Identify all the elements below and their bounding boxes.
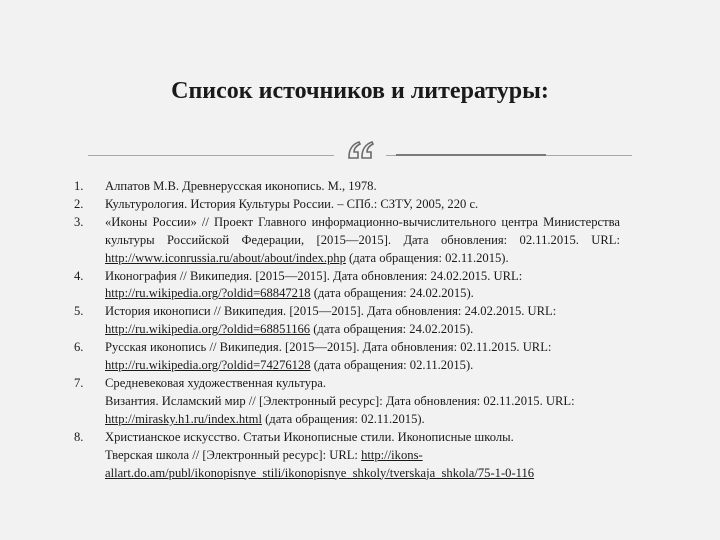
reference-text: Алпатов М.В. Древнерусская иконопись. М., 1978.: [105, 179, 377, 193]
reference-link[interactable]: http://ikons-allart.do.am/publ/ikonopisnye_stili/ikonopisnye_shkoly/tverskaja_shkola/75-1-0-116: [105, 447, 535, 480]
list-item: [74, 339, 620, 375]
reference-text: Средневековая художественная культура.: [105, 375, 327, 390]
reference-access-date: (дата обращения: 02.11.2015).: [345, 250, 509, 265]
reference-access-date: (дата обращения: 02.11.2015).: [261, 411, 425, 426]
reference-text: «Иконы России» // Проект Главного информационно-вычислительного центра Министерства культуры Российской Федерации, [2015—2015]. Дата обновления: 02.11.2015. URL:: [105, 214, 620, 247]
reference-text: Русская иконопись // Википедия. [2015—2015]. Дата обновления: 02.11.2015. URL:: [105, 340, 552, 355]
item-number: 6.: [74, 340, 84, 355]
reference-access-date: (дата обращения: 24.02.2015).: [310, 286, 474, 301]
list-item: [74, 196, 620, 214]
reference-text: Христианское искусство. Статьи Иконописные стили. Иконописные школы.: [105, 429, 514, 444]
item-number: 3.: [74, 214, 84, 229]
page-title: Список источников и литературы:: [171, 78, 549, 104]
item-number: 5.: [74, 304, 84, 319]
list-item: [74, 268, 620, 304]
list-item: [74, 429, 620, 483]
item-number: 7.: [74, 375, 84, 390]
item-number: 4.: [74, 268, 84, 283]
reference-link[interactable]: http://www.iconrussia.ru/about/about/index.php: [105, 250, 346, 265]
item-number: 2.: [74, 196, 84, 211]
item-number: 8.: [74, 429, 84, 444]
divider-line-left: [88, 155, 334, 156]
list-item: [74, 375, 620, 429]
reference-access-date: (дата обращения: 24.02.2015).: [310, 322, 474, 337]
reference-text: Культурология. История Культуры России. – СПб.: СЗТУ, 2005, 220 с.: [105, 196, 479, 211]
list-item: [74, 178, 620, 196]
list-item: [74, 303, 620, 339]
reference-text: Иконография // Википедия. [2015—2015]. Дата обновления: 24.02.2015. URL:: [105, 268, 523, 283]
divider-line-right: [386, 155, 632, 156]
reference-link[interactable]: http://ru.wikipedia.org/?oldid=74276128: [105, 358, 311, 373]
reference-access-date: (дата обращения: 02.11.2015).: [310, 358, 474, 373]
item-number: 1.: [74, 179, 84, 193]
reference-list: [74, 178, 620, 482]
reference-link[interactable]: http://ru.wikipedia.org/?oldid=68851166: [105, 322, 311, 337]
list-item: [74, 214, 620, 268]
reference-link[interactable]: http://mirasky.h1.ru/index.html: [105, 411, 262, 426]
quote-mark-icon: [345, 137, 377, 163]
reference-text-continued: Византия. Исламский мир // [Электронный ресурс]: Дата обновления: 02.11.2015. URL:: [105, 393, 575, 408]
reference-text: История иконописи // Википедия. [2015—2015]. Дата обновления: 24.02.2015. URL:: [105, 304, 557, 319]
reference-link[interactable]: http://ru.wikipedia.org/?oldid=68847218: [105, 286, 311, 301]
reference-text-continued: Тверская школа // [Электронный ресурс]: URL:: [105, 447, 358, 462]
